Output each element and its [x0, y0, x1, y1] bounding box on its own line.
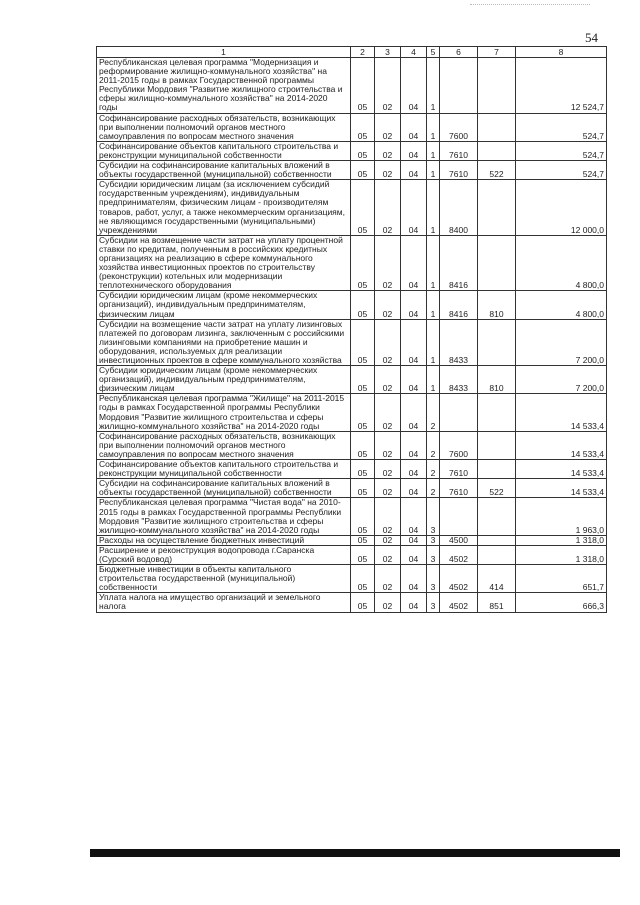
- table-row: [97, 545, 607, 564]
- article-code-cell: 4502: [440, 565, 478, 593]
- expense-type-cell: [478, 498, 516, 535]
- subprogram-code-cell: 1: [427, 58, 440, 114]
- section-code-cell: 05: [351, 319, 375, 365]
- section-code-cell: 05: [351, 460, 375, 479]
- header-cell: 1: [97, 47, 351, 58]
- page-number: 54: [585, 30, 598, 45]
- row-name-cell: Республиканская целевая программа "Жилище" на 2011-2015 годы в рамках Государственной программы Республики Мордовия "Развитие жилищного строительства и сферы жилищно-коммунального хозяйства" на 2014-2020 годы: [97, 394, 351, 431]
- expense-type-cell: [478, 113, 516, 141]
- amount-cell: 524,7: [516, 161, 607, 180]
- amount-cell: 524,7: [516, 141, 607, 160]
- subprogram-code-cell: 1: [427, 113, 440, 141]
- header-cell: 5: [427, 47, 440, 58]
- subsection-code-cell: 02: [375, 565, 401, 593]
- budget-table: [96, 46, 607, 613]
- amount-cell: 14 533,4: [516, 479, 607, 498]
- article-code-cell: [440, 394, 478, 431]
- subprogram-code-cell: 3: [427, 535, 440, 545]
- amount-cell: 14 533,4: [516, 394, 607, 431]
- subsection-code-cell: 02: [375, 235, 401, 291]
- header-cell: 4: [401, 47, 427, 58]
- program-code-cell: 04: [401, 58, 427, 114]
- subsection-code-cell: 02: [375, 498, 401, 535]
- article-code-cell: 8400: [440, 180, 478, 236]
- subprogram-code-cell: 1: [427, 366, 440, 394]
- subprogram-code-cell: 1: [427, 141, 440, 160]
- expense-type-cell: 851: [478, 593, 516, 612]
- expense-type-cell: 522: [478, 161, 516, 180]
- article-code-cell: [440, 498, 478, 535]
- row-name-cell: Субсидии на софинансирование капитальных вложений в объекты государственной (муниципальной) собственности: [97, 479, 351, 498]
- table-row: [97, 180, 607, 236]
- section-code-cell: 05: [351, 431, 375, 459]
- program-code-cell: 04: [401, 161, 427, 180]
- row-name-cell: Субсидии на софинансирование капитальных вложений в объекты государственной (муниципальной) собственности: [97, 161, 351, 180]
- program-code-cell: 04: [401, 565, 427, 593]
- expense-type-cell: 414: [478, 565, 516, 593]
- table-row: [97, 431, 607, 459]
- subsection-code-cell: 02: [375, 545, 401, 564]
- article-code-cell: 8416: [440, 291, 478, 319]
- row-name-cell: Расширение и реконструкция водопровода г.Саранска (Сурский водовод): [97, 545, 351, 564]
- program-code-cell: 04: [401, 141, 427, 160]
- table-row: [97, 319, 607, 365]
- expense-type-cell: [478, 319, 516, 365]
- table-row: [97, 394, 607, 431]
- expense-type-cell: [478, 180, 516, 236]
- article-code-cell: 4502: [440, 545, 478, 564]
- amount-cell: 524,7: [516, 113, 607, 141]
- amount-cell: 1 318,0: [516, 545, 607, 564]
- subprogram-code-cell: 2: [427, 479, 440, 498]
- section-code-cell: 05: [351, 291, 375, 319]
- expense-type-cell: [478, 535, 516, 545]
- header-cell: 8: [516, 47, 607, 58]
- header-cell: 6: [440, 47, 478, 58]
- article-code-cell: [440, 58, 478, 114]
- subprogram-code-cell: 1: [427, 291, 440, 319]
- subsection-code-cell: 02: [375, 161, 401, 180]
- subprogram-code-cell: 2: [427, 431, 440, 459]
- section-code-cell: 05: [351, 545, 375, 564]
- table-row: [97, 535, 607, 545]
- amount-cell: 666,3: [516, 593, 607, 612]
- amount-cell: 651,7: [516, 565, 607, 593]
- amount-cell: 14 533,4: [516, 460, 607, 479]
- section-code-cell: 05: [351, 180, 375, 236]
- expense-type-cell: [478, 545, 516, 564]
- amount-cell: 7 200,0: [516, 319, 607, 365]
- subprogram-code-cell: 2: [427, 394, 440, 431]
- row-name-cell: Софинансирование расходных обязательств, возникающих при выполнении полномочий органов местного самоуправления по вопросам местного значения: [97, 113, 351, 141]
- table-row: [97, 498, 607, 535]
- section-code-cell: 05: [351, 141, 375, 160]
- row-name-cell: Субсидии на возмещение части затрат на уплату лизинговых платежей по договорам лизинга, заключенным с российскими лизинговыми компаниями на приобретение машин и оборудования, используемых для реализации инвестиционных проектов в сфере коммунального хозяйства: [97, 319, 351, 365]
- scan-edge-bar: [90, 849, 620, 857]
- program-code-cell: 04: [401, 366, 427, 394]
- amount-cell: 12 000,0: [516, 180, 607, 236]
- expense-type-cell: 522: [478, 479, 516, 498]
- subsection-code-cell: 02: [375, 535, 401, 545]
- subprogram-code-cell: 2: [427, 460, 440, 479]
- table-row: [97, 113, 607, 141]
- program-code-cell: 04: [401, 535, 427, 545]
- article-code-cell: 4500: [440, 535, 478, 545]
- subprogram-code-cell: 3: [427, 498, 440, 535]
- subprogram-code-cell: 1: [427, 180, 440, 236]
- row-name-cell: Расходы на осуществление бюджетных инвестиций: [97, 535, 351, 545]
- subsection-code-cell: 02: [375, 291, 401, 319]
- row-name-cell: Субсидии юридическим лицам (кроме некоммерческих организаций), индивидуальным предпринимателям, физическим лицам: [97, 366, 351, 394]
- amount-cell: 12 524,7: [516, 58, 607, 114]
- expense-type-cell: 810: [478, 291, 516, 319]
- subsection-code-cell: 02: [375, 113, 401, 141]
- row-name-cell: Софинансирование объектов капитального строительства и реконструкции муниципальной собственности: [97, 460, 351, 479]
- table-row: [97, 593, 607, 612]
- scan-artifact-dots: [470, 4, 590, 5]
- subsection-code-cell: 02: [375, 593, 401, 612]
- program-code-cell: 04: [401, 180, 427, 236]
- amount-cell: 1 963,0: [516, 498, 607, 535]
- program-code-cell: 04: [401, 460, 427, 479]
- section-code-cell: 05: [351, 498, 375, 535]
- row-name-cell: Софинансирование расходных обязательств, возникающих при выполнении полномочий органов местного самоуправления по вопросам местного значения: [97, 431, 351, 459]
- program-code-cell: 04: [401, 291, 427, 319]
- article-code-cell: 8416: [440, 235, 478, 291]
- expense-type-cell: [478, 460, 516, 479]
- table-row: [97, 366, 607, 394]
- subsection-code-cell: 02: [375, 366, 401, 394]
- table-row: [97, 460, 607, 479]
- table-row: [97, 141, 607, 160]
- subprogram-code-cell: 3: [427, 593, 440, 612]
- subsection-code-cell: 02: [375, 479, 401, 498]
- table-row: [97, 235, 607, 291]
- section-code-cell: 05: [351, 161, 375, 180]
- header-cell: 7: [478, 47, 516, 58]
- row-name-cell: Республиканская целевая программа "Модернизация и реформирование жилищно-коммунального хозяйства" на 2011-2015 годы в рамках Государственной программы Республики Мордовия "Развитие жилищного строительства и сферы жилищно-коммунального хозяйства" на 2014-2020 годы: [97, 58, 351, 114]
- section-code-cell: 05: [351, 113, 375, 141]
- program-code-cell: 04: [401, 431, 427, 459]
- article-code-cell: 8433: [440, 319, 478, 365]
- header-cell: 2: [351, 47, 375, 58]
- subsection-code-cell: 02: [375, 141, 401, 160]
- row-name-cell: Субсидии на возмещение части затрат на уплату процентной ставки по кредитам, полученным в российских кредитных организациях на реализацию в сфере коммунального хозяйства инвестиционных проектов по строительству (реконструкции) котельных или модернизации теплотехнического оборудования: [97, 235, 351, 291]
- subprogram-code-cell: 1: [427, 235, 440, 291]
- header-cell: 3: [375, 47, 401, 58]
- section-code-cell: 05: [351, 235, 375, 291]
- program-code-cell: 04: [401, 235, 427, 291]
- expense-type-cell: [478, 141, 516, 160]
- amount-cell: 14 533,4: [516, 431, 607, 459]
- row-name-cell: Субсидии юридическим лицам (кроме некоммерческих организаций), индивидуальным предпринимателям, физическим лицам: [97, 291, 351, 319]
- section-code-cell: 05: [351, 394, 375, 431]
- subsection-code-cell: 02: [375, 58, 401, 114]
- amount-cell: 7 200,0: [516, 366, 607, 394]
- subprogram-code-cell: 1: [427, 161, 440, 180]
- section-code-cell: 05: [351, 58, 375, 114]
- amount-cell: 4 800,0: [516, 235, 607, 291]
- subsection-code-cell: 02: [375, 431, 401, 459]
- row-name-cell: Софинансирование объектов капитального строительства и реконструкции муниципальной собственности: [97, 141, 351, 160]
- program-code-cell: 04: [401, 394, 427, 431]
- section-code-cell: 05: [351, 535, 375, 545]
- article-code-cell: 7610: [440, 479, 478, 498]
- row-name-cell: Субсидии юридическим лицам (за исключением субсидий государственным учреждениям), индивидуальным предпринимателям, физическим лицам - производителям товаров, работ, услуг, а также некоммерческим организациям, не являющимся государственными (муниципальными) учреждениями: [97, 180, 351, 236]
- article-code-cell: 4502: [440, 593, 478, 612]
- article-code-cell: 7610: [440, 161, 478, 180]
- amount-cell: 1 318,0: [516, 535, 607, 545]
- table-row: [97, 479, 607, 498]
- program-code-cell: 04: [401, 479, 427, 498]
- expense-type-cell: [478, 58, 516, 114]
- section-code-cell: 05: [351, 479, 375, 498]
- subsection-code-cell: 02: [375, 460, 401, 479]
- expense-type-cell: [478, 394, 516, 431]
- expense-type-cell: 810: [478, 366, 516, 394]
- expense-type-cell: [478, 431, 516, 459]
- subprogram-code-cell: 1: [427, 319, 440, 365]
- program-code-cell: 04: [401, 319, 427, 365]
- program-code-cell: 04: [401, 545, 427, 564]
- article-code-cell: 7600: [440, 431, 478, 459]
- section-code-cell: 05: [351, 593, 375, 612]
- table-row: [97, 58, 607, 114]
- section-code-cell: 05: [351, 565, 375, 593]
- program-code-cell: 04: [401, 113, 427, 141]
- subsection-code-cell: 02: [375, 394, 401, 431]
- table-body: [97, 58, 607, 613]
- subprogram-code-cell: 3: [427, 565, 440, 593]
- row-name-cell: Республиканская целевая программа "Чистая вода" на 2010-2015 годы в рамках Государственной программы Республики Мордовия "Развитие жилищного строительства и сферы жилищно-коммунального хозяйства" на 2014-2020 годы: [97, 498, 351, 535]
- subprogram-code-cell: 3: [427, 545, 440, 564]
- article-code-cell: 7610: [440, 141, 478, 160]
- section-code-cell: 05: [351, 366, 375, 394]
- table-row: [97, 161, 607, 180]
- row-name-cell: Уплата налога на имущество организаций и земельного налога: [97, 593, 351, 612]
- header-row: [97, 47, 607, 58]
- article-code-cell: 8433: [440, 366, 478, 394]
- article-code-cell: 7600: [440, 113, 478, 141]
- subsection-code-cell: 02: [375, 180, 401, 236]
- table-row: [97, 291, 607, 319]
- program-code-cell: 04: [401, 593, 427, 612]
- row-name-cell: Бюджетные инвестиции в объекты капитального строительства государственной (муниципальной) собственности: [97, 565, 351, 593]
- subsection-code-cell: 02: [375, 319, 401, 365]
- amount-cell: 4 800,0: [516, 291, 607, 319]
- expense-type-cell: [478, 235, 516, 291]
- article-code-cell: 7610: [440, 460, 478, 479]
- table-row: [97, 565, 607, 593]
- program-code-cell: 04: [401, 498, 427, 535]
